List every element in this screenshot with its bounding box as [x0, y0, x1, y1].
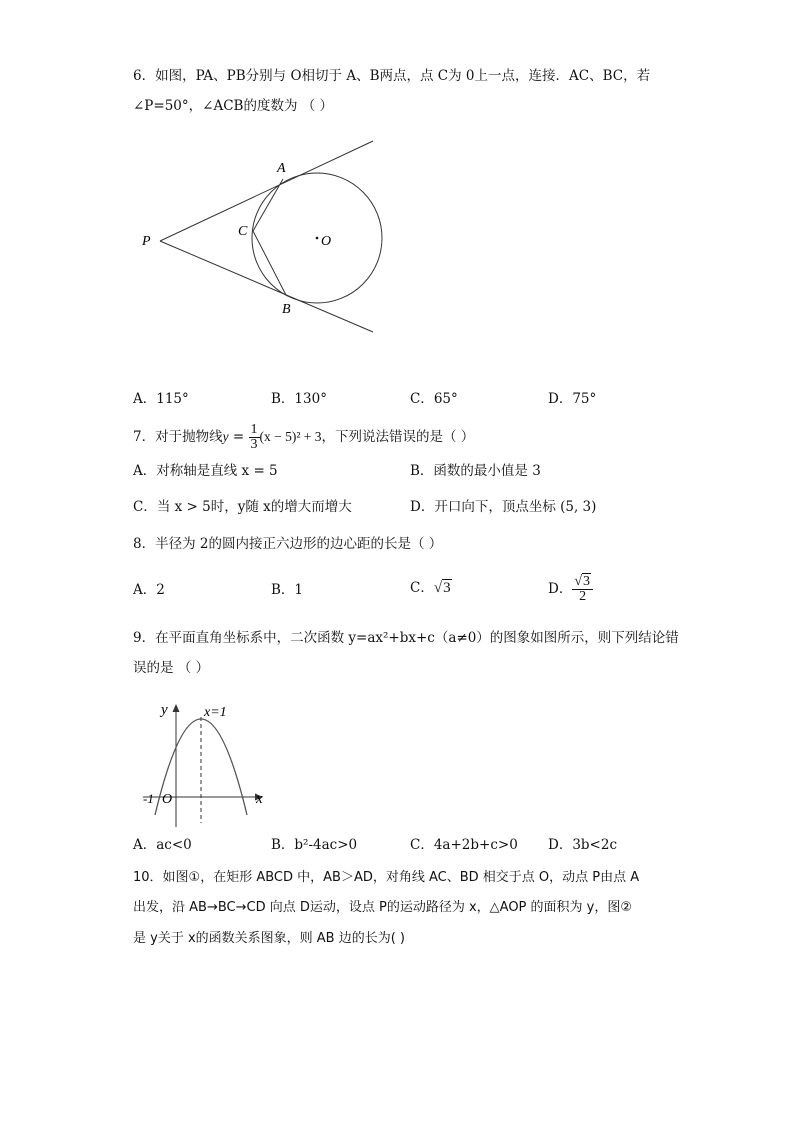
- q9-label-o: O: [162, 792, 173, 807]
- q7-prefix: 7．对于抛物线: [133, 429, 223, 445]
- q9-label-axis: x=1: [204, 705, 227, 720]
- q9-label-neg1: -1: [143, 791, 154, 806]
- q8-option-c-label: C．: [410, 580, 434, 596]
- q8-option-c-radicand: 3: [443, 580, 451, 596]
- q10-stem-line3: 是 y关于 x的函数关系图象，则 AB 边的长为( ): [133, 931, 406, 946]
- q6-tangent-pa: [160, 141, 373, 241]
- q10-stem-line1: 10．如图①，在矩形 ABCD 中，AB＞AD，对角线 AC、BD 相交于点 O，动点 P由点 A: [133, 870, 640, 885]
- q6-stem-line2: ∠P=50°，∠ACB的度数为 （ ）: [133, 98, 334, 114]
- q8-option-c-sqrt: √3: [433, 580, 451, 596]
- q7-option-a[interactable]: A．对称轴是直线 x = 5: [133, 463, 278, 479]
- q6-label-b: B: [282, 302, 291, 317]
- q6-option-d[interactable]: D．75°: [548, 391, 597, 407]
- q8-option-d-den: 2: [579, 589, 587, 604]
- q6-option-c[interactable]: C．65°: [410, 391, 458, 407]
- q9-option-b[interactable]: B．b²-4ac>0: [271, 837, 358, 853]
- q7-option-b[interactable]: B．函数的最小值是 3: [410, 463, 541, 479]
- q6-label-o: O: [321, 234, 332, 249]
- q7-option-c[interactable]: C．当 x > 5时，y随 x的增大而增大: [133, 499, 352, 515]
- q9-y-arrow: [173, 704, 180, 712]
- q9-stem-line1: 9．在平面直角坐标系中，二次函数 y=ax²+bx+c（a≠0）的图象如图所示，则下列结论错: [133, 630, 679, 646]
- q6-label-a: A: [277, 161, 286, 176]
- q8-stem: 8．半径为 2的圆内接正六边形的边心距的长是（ ）: [133, 536, 443, 552]
- q8-option-d-fraction: [572, 575, 593, 604]
- q8-option-a[interactable]: A．2: [133, 582, 165, 598]
- q8-option-d-num: √3: [572, 575, 593, 590]
- q9-option-d[interactable]: D．3b<2c: [548, 837, 618, 853]
- q9-option-a[interactable]: A．ac<0: [133, 837, 192, 853]
- q6-label-c: C: [238, 224, 248, 239]
- q8-option-d-radicand: 3: [583, 574, 591, 589]
- q9-figure: [135, 695, 270, 830]
- q6-option-a[interactable]: A．115°: [133, 391, 189, 407]
- q6-tangent-pb: [160, 241, 373, 332]
- q7-stem: [133, 422, 474, 452]
- q7-frac-den: 3: [250, 437, 258, 452]
- q6-figure: [135, 135, 395, 345]
- q6-stem-line1: 6．如图，PA、PB分别与 O相切于 A、B两点，点 C为 0上一点，连接．AC、BC，若: [133, 68, 651, 84]
- q9-label-y: y: [161, 702, 168, 718]
- q6-center-dot: [316, 237, 319, 240]
- q9-option-c[interactable]: C．4a+2b+c>0: [410, 837, 518, 853]
- q6-chord-ca: [253, 179, 283, 231]
- q8-option-c[interactable]: [410, 578, 452, 598]
- q10-stem-line2: 出发，沿 AB→BC→CD 向点 D运动，设点 P的运动路径为 x，△AOP 的面积为 y，图②: [133, 900, 633, 915]
- q6-chord-cb: [253, 231, 286, 295]
- q7-eq-eq: =: [228, 429, 249, 445]
- q9-stem-line2: 误的是 （ ）: [133, 660, 210, 676]
- q6-option-b[interactable]: B．130°: [271, 391, 327, 407]
- q8-option-d-label: D．: [548, 581, 573, 597]
- q7-frac-num: 1: [250, 422, 258, 437]
- q7-suffix: ，下列说法错误的是（ ）: [321, 429, 475, 445]
- q6-label-p: P: [142, 234, 151, 249]
- q9-label-x: x: [256, 791, 263, 807]
- q7-eq-rest: (x − 5)² + 3: [259, 429, 322, 444]
- q7-eq-y: y: [222, 429, 229, 444]
- q8-option-b[interactable]: B．1: [271, 582, 304, 598]
- q7-fraction: [249, 423, 260, 452]
- q8-option-d[interactable]: [548, 570, 593, 608]
- q7-option-d[interactable]: D．开口向下，顶点坐标 (5, 3): [410, 499, 597, 515]
